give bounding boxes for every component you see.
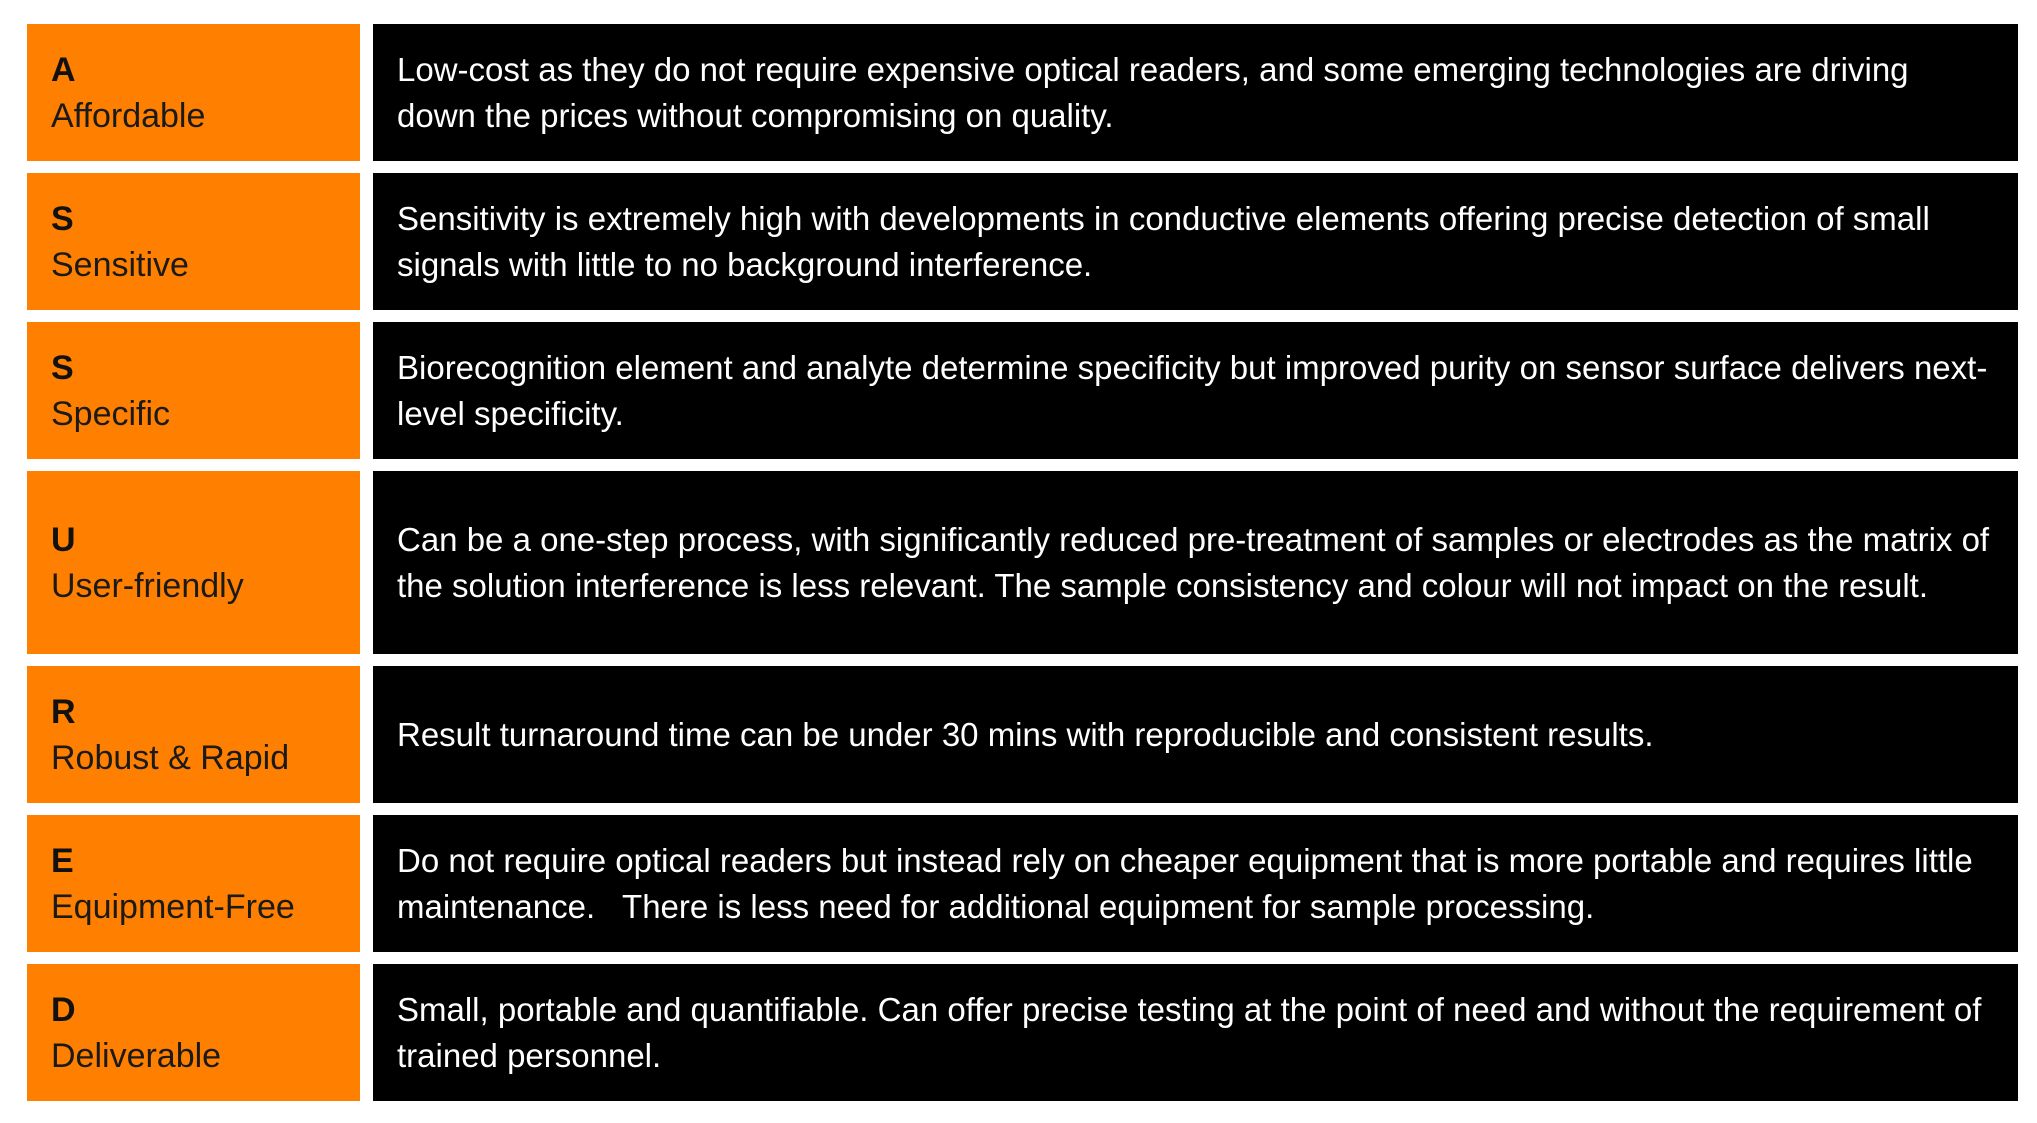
- criterion-description: Small, portable and quantifiable. Can offer precise testing at the point of need and without the requirement of trained personnel.: [397, 990, 1991, 1074]
- table-row: [27, 666, 2018, 803]
- criterion-letter: E: [51, 841, 74, 880]
- criterion-name: Affordable: [51, 96, 206, 135]
- table-row: [27, 471, 2018, 654]
- criterion-label-cell: [27, 815, 360, 952]
- table-row: [27, 24, 2018, 161]
- criterion-label-cell: [27, 471, 360, 654]
- criterion-description-cell: [373, 471, 2018, 654]
- criterion-description-cell: [373, 815, 2018, 952]
- criterion-name: Deliverable: [51, 1036, 222, 1075]
- criterion-name: User-friendly: [51, 566, 244, 605]
- criterion-name: Robust & Rapid: [51, 738, 290, 777]
- criterion-label-cell: [27, 173, 360, 310]
- criterion-description-cell: [373, 173, 2018, 310]
- assured-criteria-table: [27, 24, 2018, 1113]
- criterion-label-cell: [27, 666, 360, 803]
- criterion-name: Specific: [51, 394, 171, 433]
- criterion-description-cell: [373, 964, 2018, 1101]
- criterion-description: Low-cost as they do not require expensive optical readers, and some emerging technologies are driving down the prices without compromising on quality.: [397, 50, 1918, 134]
- criterion-name: Equipment-Free: [51, 887, 295, 926]
- criterion-description: Biorecognition element and analyte determine specificity but improved purity on sensor surface delivers next-level specificity.: [397, 348, 1988, 432]
- criterion-description: Can be a one-step process, with significantly reduced pre-treatment of samples or electrodes as the matrix of the solution interference is less relevant. The sample consistency and colour will not impact on the result.: [397, 520, 1999, 604]
- table-row: [27, 964, 2018, 1101]
- criterion-description-cell: [373, 666, 2018, 803]
- criterion-description: Result turnaround time can be under 30 mins with reproducible and consistent results.: [397, 715, 1654, 753]
- criterion-description-cell: [373, 24, 2018, 161]
- criterion-description: Sensitivity is extremely high with developments in conductive elements offering precise detection of small signals with little to no background interference.: [397, 199, 1939, 283]
- table-row: [27, 173, 2018, 310]
- criterion-name: Sensitive: [51, 245, 189, 284]
- criterion-letter: R: [51, 692, 76, 731]
- table-row: [27, 815, 2018, 952]
- criterion-letter: U: [51, 520, 76, 559]
- criterion-label-cell: [27, 24, 360, 161]
- criterion-description: Do not require optical readers but instead rely on cheaper equipment that is more portable and requires little maintenance. There is less need for additional equipment for sample processing.: [397, 841, 1982, 925]
- criterion-letter: D: [51, 990, 76, 1029]
- criterion-letter: S: [51, 348, 74, 387]
- criterion-description-cell: [373, 322, 2018, 459]
- criterion-letter: S: [51, 199, 74, 238]
- table-row: [27, 322, 2018, 459]
- criterion-letter: A: [51, 50, 76, 89]
- criterion-label-cell: [27, 322, 360, 459]
- criterion-label-cell: [27, 964, 360, 1101]
